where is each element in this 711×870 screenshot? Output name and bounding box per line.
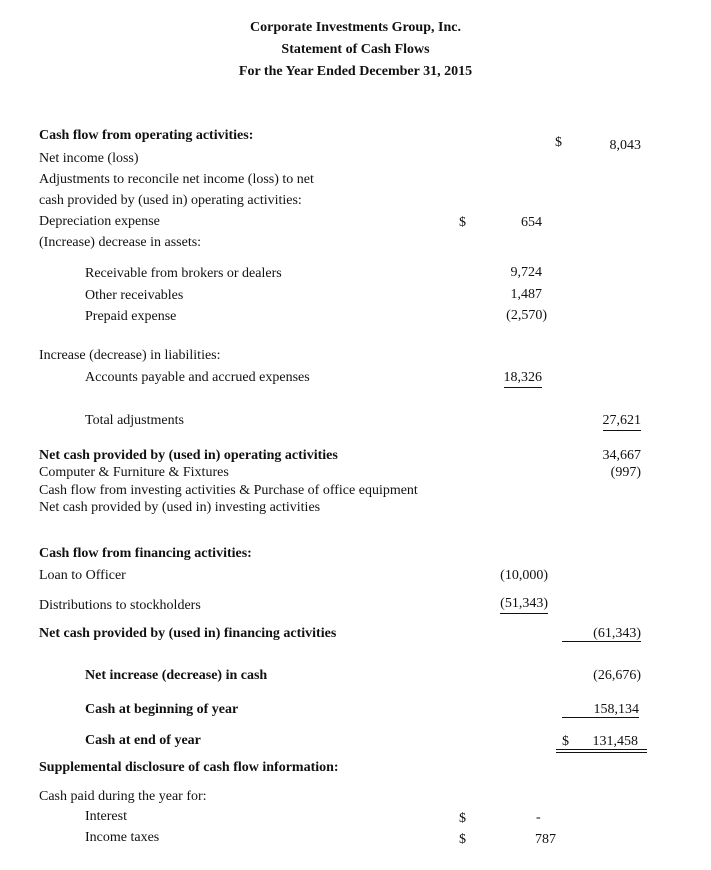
accounts-payable-label: Accounts payable and accrued expenses <box>85 370 310 385</box>
depreciation-value: 654 <box>521 215 542 230</box>
assets-change-label: (Increase) decrease in assets: <box>39 235 202 250</box>
net-income-label: Net income (loss) <box>39 151 139 166</box>
financing-net-cash-label: Net cash provided by (used in) financing activities <box>39 626 337 641</box>
company-name: Corporate Investments Group, Inc. <box>250 20 461 35</box>
other-receivables-value: 1,487 <box>510 287 542 302</box>
distributions-label: Distributions to stockholders <box>39 598 201 613</box>
interest-value: - <box>536 810 541 825</box>
operating-net-cash-value: 34,667 <box>602 448 641 463</box>
cash-end-value: 131,458 <box>592 734 638 749</box>
receivable-brokers-label: Receivable from brokers or dealers <box>85 266 282 281</box>
statement-title: Statement of Cash Flows <box>281 42 430 57</box>
prepaid-expense-value: (2,570) <box>506 308 547 323</box>
income-taxes-currency: $ <box>459 832 466 847</box>
net-increase-value: (26,676) <box>593 668 641 683</box>
net-income-currency: $ <box>555 135 562 150</box>
cash-end-underline-bottom <box>556 752 647 753</box>
net-increase-label: Net increase (decrease) in cash <box>85 668 268 683</box>
loan-to-officer-value: (10,000) <box>500 568 548 583</box>
prepaid-expense-label: Prepaid expense <box>85 309 177 324</box>
income-taxes-label: Income taxes <box>85 830 160 845</box>
adjustments-label-line2: cash provided by (used in) operating activities: <box>39 193 302 208</box>
operating-section-title: Cash flow from operating activities: <box>39 128 254 143</box>
loan-to-officer-label: Loan to Officer <box>39 568 126 583</box>
net-income-value: 8,043 <box>609 138 641 153</box>
interest-label: Interest <box>85 809 127 824</box>
accounts-payable-value: 18,326 <box>504 370 543 388</box>
receivable-brokers-value: 9,724 <box>510 265 542 280</box>
depreciation-currency: $ <box>459 215 466 230</box>
total-adjustments-label: Total adjustments <box>85 413 184 428</box>
cash-end-label: Cash at end of year <box>85 733 201 748</box>
liabilities-change-label: Increase (decrease) in liabilities: <box>39 348 221 363</box>
computer-furniture-label: Computer & Furniture & Fixtures <box>39 465 229 480</box>
cash-paid-label: Cash paid during the year for: <box>39 789 207 804</box>
depreciation-label: Depreciation expense <box>39 214 160 229</box>
computer-furniture-value: (997) <box>610 465 641 480</box>
adjustments-label-line1: Adjustments to reconcile net income (loss) to net <box>39 172 314 187</box>
interest-currency: $ <box>459 811 466 826</box>
office-equipment-label: Cash flow from investing activities & Purchase of office equipment <box>39 483 418 498</box>
cash-beginning-label: Cash at beginning of year <box>85 702 239 717</box>
other-receivables-label: Other receivables <box>85 288 184 303</box>
supplemental-title: Supplemental disclosure of cash flow information: <box>39 760 339 775</box>
investing-net-cash-label: Net cash provided by (used in) investing activities <box>39 500 321 515</box>
cash-end-currency: $ <box>562 734 569 749</box>
cash-beginning-value: 158,134 <box>593 702 639 717</box>
cash-end-underline-top <box>556 749 647 750</box>
financing-net-cash-value: (61,343) <box>593 626 641 641</box>
financing-section-title: Cash flow from financing activities: <box>39 546 252 561</box>
statement-period: For the Year Ended December 31, 2015 <box>238 64 473 79</box>
income-taxes-value: 787 <box>535 832 556 847</box>
total-adjustments-value: 27,621 <box>603 413 642 431</box>
distributions-value: (51,343) <box>500 596 548 614</box>
operating-net-cash-label: Net cash provided by (used in) operating activities <box>39 448 338 463</box>
